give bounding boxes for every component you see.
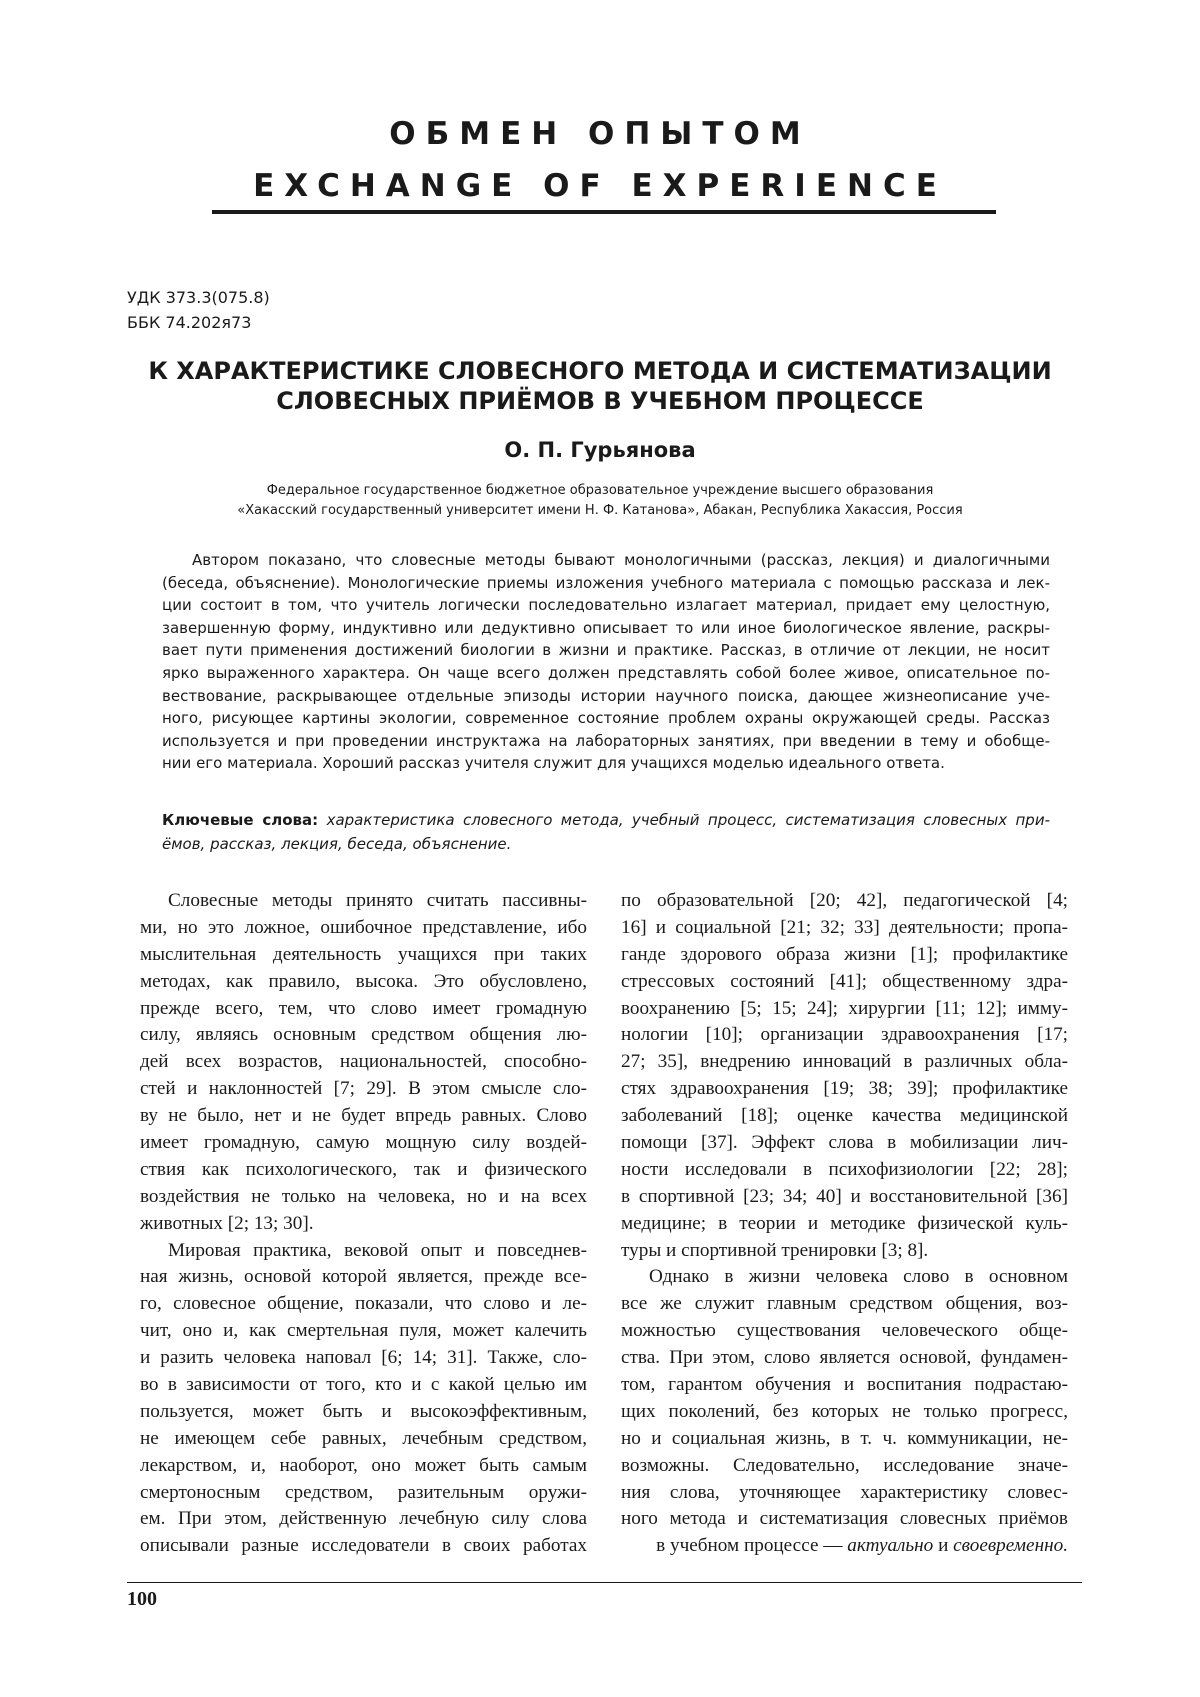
body-column-left <box>140 888 587 1560</box>
body-line: стях здравоохранения [19; 38; 39]; профилактике <box>621 1078 1068 1100</box>
keywords-label: Ключевые слова: <box>162 811 319 829</box>
page-number: 100 <box>127 1588 157 1610</box>
body-line: лекарством, и, наоборот, оно может быть самым <box>140 1454 587 1476</box>
classification-codes <box>127 285 270 335</box>
section-title-en: EXCHANGE OF EXPERIENCE <box>253 168 947 204</box>
body-line: силу, являясь основным средством общения лю- <box>140 1024 587 1046</box>
emphasis-text: актуально <box>847 1535 934 1557</box>
body-line: Словесные методы принято считать пассивны- <box>168 890 587 911</box>
abstract-line: ции состоит в том, что учитель логически последовательно излагает материал, придает ему целостную, <box>162 596 1050 615</box>
keywords-text: характеристика словесного метода, учебный процесс, систематизация словесных при- <box>326 811 1050 829</box>
author-name: О. П. Гурьянова <box>504 438 696 462</box>
body-line: ем. При этом, действенную лечебную силу слова <box>140 1508 587 1530</box>
affiliation <box>100 481 1100 521</box>
body-line: воздействия не только на человека, но и на всех <box>140 1185 587 1207</box>
body-line: го, словесное общение, показали, что слово и ле- <box>140 1293 587 1315</box>
body-line: прежде всего, тем, что слово имеет громадную <box>140 997 587 1019</box>
body-line: по образовательной [20; 42], педагогической [4; <box>621 890 1068 911</box>
body-line: и разить человека наповал [6; 14; 31]. Также, сло- <box>140 1347 587 1369</box>
body-line: 16] и социальной [21; 32; 33] деятельности; пропа- <box>621 916 1068 938</box>
article-title <box>100 356 1100 416</box>
body-line: щих поколений, без которых не только прогресс, <box>621 1400 1068 1422</box>
body-line: ву не было, нет и не будет впредь равных. Слово <box>140 1105 587 1127</box>
body-line: стей и наклонностей [7; 29]. В этом смысле сло- <box>140 1078 587 1100</box>
abstract-line: Автором показано, что словесные методы бывают монологичными (рассказ, лекция) и диалогичными <box>192 551 1050 569</box>
keywords <box>162 808 1050 856</box>
footer-divider <box>127 1582 1082 1583</box>
body-line: ния слова, уточняющее характеристику словес- <box>621 1481 1068 1503</box>
body-line: ганде здорового образа жизни [1]; профилактике <box>621 943 1068 965</box>
title-line: СЛОВЕСНЫХ ПРИЁМОВ В УЧЕБНОМ ПРОЦЕССЕ <box>276 387 924 415</box>
body-line: заболеваний [18]; оценке качества медицинской <box>621 1105 1068 1127</box>
body-line: ности исследовали в психофизиологии [22; 28]; <box>621 1158 1068 1180</box>
abstract <box>162 549 1050 775</box>
body-line: нологии [10]; организации здравоохранения [17; <box>621 1024 1068 1046</box>
udk-code: УДК 373.3(075.8) <box>127 288 270 307</box>
body-line: не имеющем себе равных, лечебным средством, <box>140 1427 587 1449</box>
body-line: помощи [37]. Эффект слова в мобилизации лич- <box>621 1132 1068 1154</box>
final-text: в учебном процессе — <box>656 1535 848 1557</box>
body-line: том, гарантом обучения и воспитания подрастаю- <box>621 1374 1068 1396</box>
body-line: медицине; в теории и методике физической куль- <box>621 1212 1068 1234</box>
header-divider <box>212 210 996 214</box>
body-line: 27; 35], внедрению инноваций в различных обла- <box>621 1051 1068 1073</box>
body-line: животных [2; 13; 30]. <box>140 1212 314 1234</box>
body-line-final <box>621 1533 1068 1560</box>
body-line: во в зависимости от того, кто и с какой целью им <box>140 1374 587 1396</box>
abstract-line: завершенную форму, индуктивно или дедуктивно описывает то или иное биологическое явление, раскры- <box>162 618 1050 637</box>
body-line: смертоносным средством, разительным оружи- <box>140 1481 587 1503</box>
body-line: методах, как правило, высока. Это обусловлено, <box>140 970 587 992</box>
body-line: Мировая практика, вековой опыт и повседнев- <box>168 1239 587 1261</box>
abstract-line: вествование, раскрывающее отдельные эпизоды истории научного поиска, дающее жизнеописание уче- <box>162 686 1050 705</box>
body-column-right <box>621 888 1068 1560</box>
body-line: Однако в жизни человека слово в основном <box>649 1266 1068 1288</box>
body-line: возможны. Следовательно, исследование значе- <box>621 1454 1068 1476</box>
bbk-code: ББК 74.202я73 <box>127 313 252 332</box>
body-line: дей всех возрастов, национальностей, способно- <box>140 1051 587 1073</box>
body-line: ствия как психологического, так и физического <box>140 1158 587 1180</box>
final-text: и <box>933 1535 954 1557</box>
body-line: стрессовых состояний [41]; общественному здра- <box>621 970 1068 992</box>
keywords-line: ёмов, рассказ, лекция, беседа, объяснение. <box>162 835 512 853</box>
section-title-ru: ОБМЕН ОПЫТОМ <box>389 116 811 152</box>
body-line: ная жизнь, основой которой является, прежде все- <box>140 1266 587 1288</box>
title-line: К ХАРАКТЕРИСТИКЕ СЛОВЕСНОГО МЕТОДА И СИСТЕМАТИЗАЦИИ <box>148 357 1052 385</box>
affiliation-line: «Хакасский государственный университет имени Н. Ф. Катанова», Абакан, Республика Хакассия, Россия <box>237 503 963 518</box>
body-line: мыслительная деятельность учащихся при таких <box>140 943 587 965</box>
body-line: чит, оно и, как смертельная пуля, может калечить <box>140 1320 587 1342</box>
emphasis-text: своевременно. <box>953 1535 1068 1557</box>
body-line: ства. При этом, слово является основой, фундамен- <box>621 1347 1068 1369</box>
body-line: воохранению [5; 15; 24]; хирургии [11; 12]; иммy- <box>621 997 1068 1019</box>
body-line: ного метода и систематизация словесных приёмов <box>621 1508 1068 1530</box>
abstract-line: (беседа, объяснение). Монологические приемы изложения учебного материала с помощью рассказа и лек- <box>162 573 1050 592</box>
body-line: туры и спортивной тренировки [3; 8]. <box>621 1239 929 1261</box>
body-line: все же служит главным средством общения, воз- <box>621 1293 1068 1315</box>
body-line: но и социальная жизнь, в т. ч. коммуникации, не- <box>621 1427 1068 1449</box>
affiliation-line: Федеральное государственное бюджетное образовательное учреждение высшего образования <box>266 483 934 498</box>
body-line: пользуется, может быть и высокоэффективным, <box>140 1400 587 1422</box>
abstract-line: используется и при проведении инструктажа на лабораторных занятиях, при введении в тему и обобще- <box>162 731 1050 750</box>
body-line: имеет громадную, самую мощную силу воздей- <box>140 1132 587 1154</box>
abstract-line: ярко выраженного характера. Он чаще всего должен представлять собой более живое, описательное по- <box>162 663 1050 682</box>
abstract-line: ного, рисующее картины экологии, современное состояние проблем охраны окружающей среды. Рассказ <box>162 709 1050 728</box>
keywords-line <box>162 808 1050 832</box>
body-line: описывали разные исследователи в своих работах <box>140 1535 587 1557</box>
abstract-line: вает пути применения достижений биологии в жизни и практике. Рассказ, в отличие от лекции, не носит <box>162 641 1050 660</box>
body-line: в спортивной [23; 34; 40] и восстановительной [36] <box>621 1185 1068 1207</box>
body-line: можностью существования человеческого обще- <box>621 1320 1068 1342</box>
body-line: ми, но это ложное, ошибочное представление, ибо <box>140 916 587 938</box>
abstract-line: нии его материала. Хороший рассказ учителя служит для учащихся моделью идеального ответа. <box>162 754 945 773</box>
